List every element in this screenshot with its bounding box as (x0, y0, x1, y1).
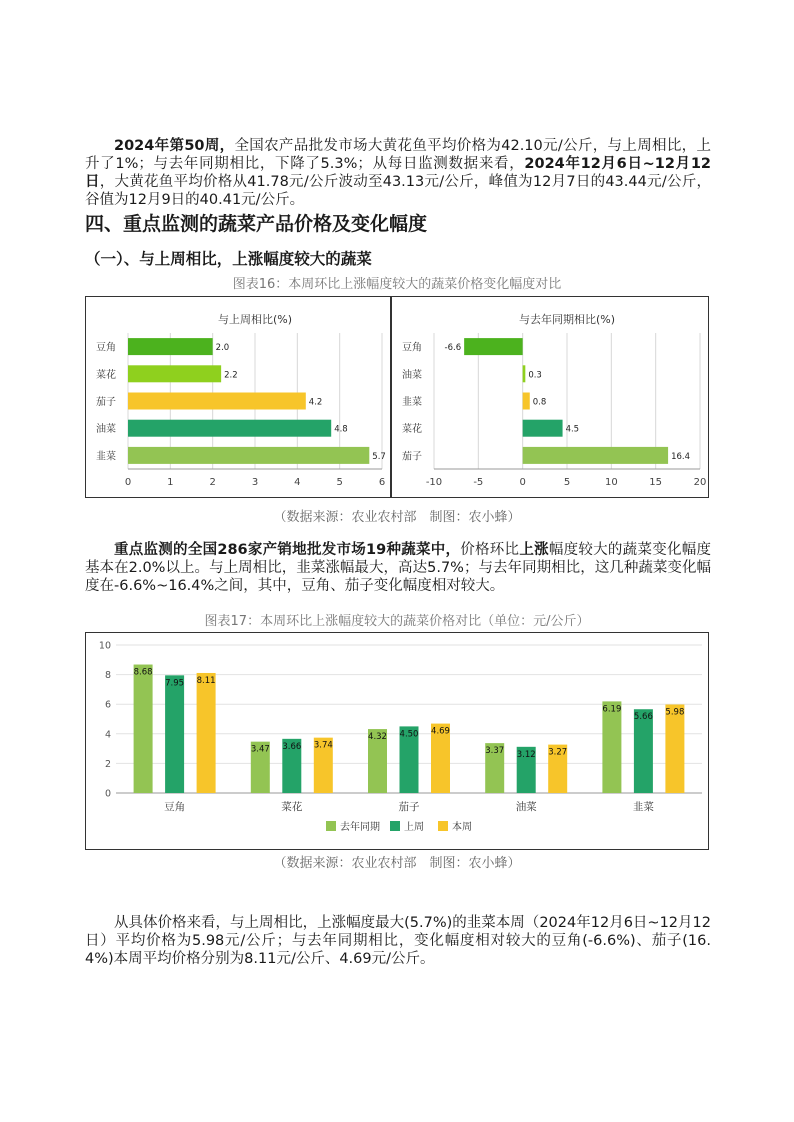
week-change-value-label-2: 4.2 (308, 397, 323, 408)
price-compare-value-label-2-0: 8.11 (196, 675, 216, 686)
price-compare-legend-label-2: 本周 (452, 822, 472, 833)
week-change-category-3: 油菜 (96, 424, 116, 436)
price-compare-value-label-2-3: 3.27 (548, 747, 568, 758)
price-compare-bar-0-4 (602, 701, 621, 793)
year-change-bar-1 (523, 365, 526, 382)
section-title: 四、重点监测的蔬菜产品价格及变化幅度 (85, 213, 428, 235)
para1-bold-dates: 2024年12月6日~12月12日 (85, 156, 711, 190)
figure16-source: （数据来源：农业农村部 制图：农小蜂） (273, 510, 521, 525)
price-compare-ytick-2: 4 (104, 729, 111, 741)
chart-week-change-box (85, 296, 391, 498)
price-compare-bar-2-4 (665, 704, 684, 793)
price-compare-category-3: 油菜 (515, 801, 537, 813)
week-change-value-label-1: 2.2 (224, 370, 238, 381)
year-change-xtick-6: 20 (693, 477, 707, 488)
chart-week-change (86, 297, 390, 497)
week-change-xtick-0: 0 (124, 477, 132, 488)
price-compare-bar-2-0 (197, 673, 216, 793)
price-compare-legend-swatch-0 (326, 821, 336, 831)
year-change-value-label-4: 16.4 (671, 451, 691, 462)
week-change-bar-1 (128, 365, 221, 382)
chart-price-compare (86, 633, 708, 849)
paragraph-vegetable-summary (85, 541, 711, 595)
year-change-value-label-1: 0.3 (528, 370, 542, 381)
para2-text-2: 幅度较大的蔬菜变化幅度基本在2.0%以上。与上周相比，韭菜涨幅最大，高达5.7%；与去年同期相比，这几种蔬菜变化幅度在-6.6%~16.4%之间，其中，豆角、茄子变化幅度相对较大。 (85, 542, 712, 594)
price-compare-value-label-1-2: 4.50 (399, 729, 419, 740)
price-compare-value-label-1-3: 3.12 (516, 749, 536, 760)
year-change-xtick-1: -5 (473, 477, 484, 488)
price-compare-value-label-0-1: 3.47 (250, 744, 270, 755)
year-change-value-label-0: -6.6 (444, 343, 462, 354)
price-compare-ytick-5: 10 (98, 640, 111, 652)
price-compare-value-label-2-4: 5.98 (665, 707, 685, 718)
price-compare-value-label-0-4: 6.19 (602, 704, 622, 715)
week-change-xtick-5: 5 (336, 477, 343, 488)
figure16-caption: 图表16：本周环比上涨幅度较大的蔬菜价格变化幅度对比 (232, 277, 562, 292)
price-compare-legend-label-1: 上周 (404, 822, 424, 833)
year-change-bar-2 (523, 393, 530, 410)
para1-text-1: 全国农产品批发市场大黄花鱼平均价格为42.10元/公斤，与上周相比，上升了1%；与去年同期相比，下降了5.3%；从每日监测数据来看， (85, 138, 711, 172)
price-compare-ytick-1: 2 (104, 758, 111, 770)
paragraph-price-detail (85, 914, 711, 968)
price-compare-legend-swatch-2 (438, 821, 448, 831)
week-change-xtick-1: 1 (167, 477, 174, 488)
price-compare-legend-label-0: 去年同期 (340, 822, 380, 833)
price-compare-category-4: 韭菜 (632, 801, 654, 813)
year-change-value-label-3: 4.5 (565, 424, 580, 435)
price-compare-category-1: 菜花 (281, 801, 303, 813)
year-change-bar-0 (464, 338, 523, 355)
price-compare-ytick-3: 6 (104, 699, 111, 711)
para3-text: 从具体价格来看，与上周相比，上涨幅度最大(5.7%)的韭菜本周（2024年12月6日~12月12日）平均价格为5.98元/公斤；与去年同期相比，变化幅度相对较大的豆角(-6.6%)、茄子(16.4%)本周平均价格分别为8.11元/公斤、4.69元/公斤。 (85, 915, 711, 967)
price-compare-category-0: 豆角 (164, 801, 186, 813)
para2-bold-2: 上涨 (519, 542, 549, 558)
price-compare-bar-0-0 (134, 665, 153, 793)
week-change-bar-0 (128, 338, 213, 355)
week-change-xtick-4: 4 (294, 477, 301, 488)
price-compare-ytick-4: 8 (104, 670, 111, 682)
year-change-title: 与去年同期相比(%) (518, 313, 616, 326)
price-compare-category-2: 茄子 (398, 801, 420, 813)
price-compare-value-label-0-0: 8.68 (133, 667, 153, 678)
price-compare-value-label-0-3: 3.37 (485, 746, 505, 757)
year-change-category-3: 菜花 (402, 424, 422, 436)
paragraph-yellow-croaker (85, 137, 711, 209)
price-compare-value-label-2-1: 3.74 (313, 740, 333, 751)
para2-text-1: 价格环比 (460, 542, 520, 558)
year-change-xtick-0: -10 (425, 477, 443, 488)
price-compare-bar-1-0 (165, 675, 184, 793)
year-change-category-2: 韭菜 (402, 397, 422, 408)
para1-text-2: ，大黄花鱼平均价格从41.78元/公斤波动至43.13元/公斤，峰值为12月7日的43.44元/公斤，谷值为12月9日的40.41元/公斤。 (85, 174, 711, 208)
para1-bold-week: 2024年第50周， (114, 138, 235, 154)
week-change-bar-2 (128, 393, 306, 410)
chart-price-compare-box (85, 632, 709, 850)
week-change-value-label-3: 4.8 (334, 424, 348, 435)
week-change-bar-3 (128, 420, 331, 437)
year-change-bar-4 (523, 447, 668, 464)
price-compare-value-label-1-4: 5.66 (633, 712, 653, 723)
week-change-xtick-2: 2 (209, 477, 216, 488)
price-compare-value-label-1-1: 3.66 (282, 741, 302, 752)
week-change-title: 与上周相比(%) (217, 313, 293, 326)
chart-year-change-box (391, 296, 709, 498)
week-change-xtick-3: 3 (251, 477, 259, 488)
year-change-value-label-2: 0.8 (532, 397, 547, 408)
week-change-category-2: 茄子 (96, 397, 116, 408)
subsection-title: （一）、与上周相比，上涨幅度较大的蔬菜 (85, 250, 372, 268)
year-change-bar-3 (523, 420, 563, 437)
year-change-xtick-2: 0 (519, 477, 526, 488)
figure17-caption: 图表17：本周环比上涨幅度较大的蔬菜价格对比（单位：元/公斤） (204, 614, 590, 629)
week-change-category-0: 豆角 (96, 342, 116, 354)
week-change-xtick-6: 6 (378, 477, 386, 488)
year-change-category-4: 茄子 (402, 451, 422, 463)
year-change-xtick-3: 5 (563, 477, 571, 488)
week-change-value-label-4: 5.7 (372, 451, 386, 462)
para2-bold-1: 重点监测的全国286家产销地批发市场19种蔬菜中， (114, 542, 461, 558)
price-compare-value-label-2-2: 4.69 (431, 726, 450, 737)
week-change-bar-4 (128, 447, 369, 464)
week-change-value-label-0: 2.0 (215, 343, 230, 354)
price-compare-value-label-0-2: 4.32 (368, 732, 387, 743)
week-change-category-4: 韭菜 (96, 451, 116, 463)
year-change-xtick-4: 10 (604, 477, 618, 488)
price-compare-value-label-1-0: 7.95 (165, 678, 185, 689)
year-change-category-0: 豆角 (402, 342, 422, 354)
year-change-xtick-5: 15 (649, 477, 663, 488)
chart-year-change (392, 297, 708, 497)
year-change-category-1: 油菜 (402, 369, 422, 381)
price-compare-ytick-0: 0 (104, 788, 111, 800)
figure17-source: （数据来源：农业农村部 制图：农小蜂） (273, 856, 521, 871)
week-change-category-1: 菜花 (96, 369, 116, 381)
price-compare-legend-swatch-1 (390, 821, 400, 831)
